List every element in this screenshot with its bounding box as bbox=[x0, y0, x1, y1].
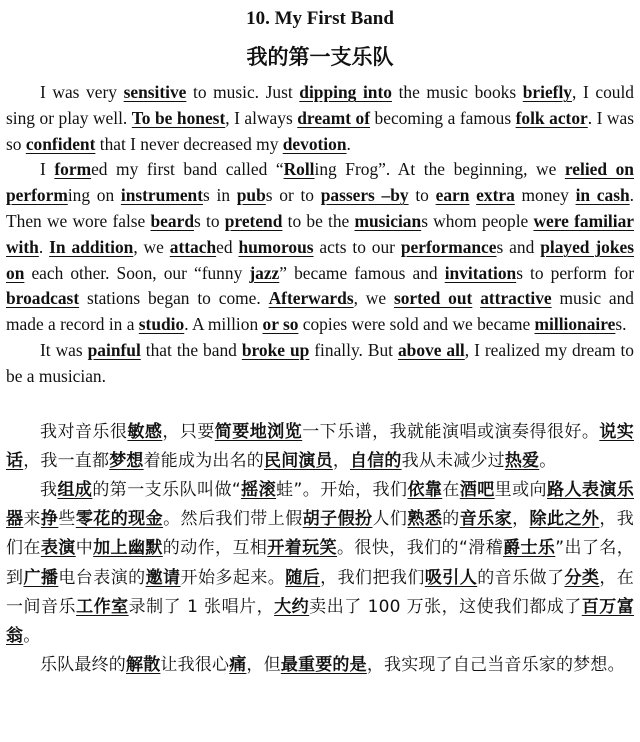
text-run: 乐队最终的 bbox=[40, 655, 126, 676]
key-phrase: 依靠 bbox=[407, 479, 443, 500]
text-run: ed bbox=[216, 236, 239, 257]
key-phrase: 零花的现金 bbox=[75, 509, 164, 530]
text-run: to bbox=[408, 185, 436, 206]
text-run: 的 bbox=[442, 509, 460, 530]
text-run: to music. Just bbox=[186, 82, 300, 102]
text-run: ing on bbox=[67, 185, 121, 206]
key-phrase: perform bbox=[6, 185, 68, 206]
key-phrase: 梦想 bbox=[109, 450, 144, 471]
text-run: ， bbox=[512, 509, 530, 530]
text-run: 卖出了 100 万张，这使我们都成了 bbox=[309, 596, 582, 617]
english-paragraph bbox=[6, 338, 634, 390]
text-run: It was bbox=[40, 339, 88, 360]
key-phrase: 酒吧 bbox=[459, 479, 495, 500]
text-run: ，我们在 bbox=[6, 509, 634, 559]
text-run: 开始多起来。 bbox=[180, 567, 286, 588]
text-run: ，我一直都 bbox=[23, 450, 110, 471]
text-run: 。 bbox=[23, 625, 41, 646]
key-phrase: Afterwards bbox=[268, 288, 354, 309]
key-phrase: 简要地浏览 bbox=[214, 421, 303, 442]
key-phrase: 说实话 bbox=[6, 421, 634, 471]
text-run: 人们 bbox=[372, 509, 408, 530]
key-phrase: broke up bbox=[241, 339, 310, 360]
text-run: . Then we wore false bbox=[6, 185, 635, 231]
key-phrase: millionaire bbox=[534, 314, 616, 335]
key-phrase: jazz bbox=[249, 262, 280, 283]
key-phrase: pretend bbox=[224, 210, 283, 231]
text-run: 录制了 1 张唱片， bbox=[128, 596, 275, 617]
text-run: 蛙”。开始，我们 bbox=[276, 479, 408, 500]
key-phrase: extra bbox=[476, 185, 515, 206]
chinese-title: 我的第一支乐队 bbox=[246, 45, 394, 69]
key-phrase: played jokes on bbox=[6, 236, 635, 283]
text-run: I bbox=[40, 159, 55, 180]
text-run: ， bbox=[332, 450, 351, 471]
english-title: 10. My First Band bbox=[246, 8, 394, 29]
key-phrase: dreamt of bbox=[297, 107, 371, 128]
text-run: . bbox=[38, 236, 50, 257]
key-phrase: instrument bbox=[120, 185, 203, 206]
english-passage bbox=[6, 80, 634, 390]
key-phrase: attractive bbox=[480, 288, 552, 309]
text-run bbox=[472, 288, 480, 308]
english-paragraph bbox=[6, 80, 634, 157]
text-run: , we bbox=[133, 236, 170, 257]
text-run: 一下乐谱，我就能演唱或演奏得很好。 bbox=[302, 421, 600, 442]
key-phrase: form bbox=[54, 159, 92, 180]
key-phrase: pub bbox=[236, 185, 266, 206]
key-phrase: confident bbox=[25, 133, 96, 154]
text-run: ，我们把我们 bbox=[320, 567, 425, 588]
key-phrase: performance bbox=[400, 236, 497, 257]
text-run: each other. Soon, our “funny bbox=[24, 262, 250, 283]
key-phrase: 音乐家 bbox=[459, 509, 513, 530]
key-phrase: 加上幽默 bbox=[93, 538, 163, 559]
text-run: s and bbox=[496, 236, 541, 257]
key-phrase: 邀请 bbox=[145, 567, 181, 588]
text-run: the music books bbox=[391, 82, 523, 102]
key-phrase: painful bbox=[87, 339, 141, 360]
key-phrase: above all bbox=[397, 339, 465, 360]
key-phrase: 开着玩笑 bbox=[267, 538, 338, 559]
key-phrase: 最重要的是 bbox=[280, 655, 367, 676]
text-run: stations began to come. bbox=[79, 288, 269, 309]
text-run: ，但 bbox=[246, 655, 281, 676]
text-run: 在 bbox=[442, 479, 460, 500]
text-run: ，我实现了自己当音乐家的梦想。 bbox=[366, 655, 625, 676]
key-phrase: 挣 bbox=[40, 509, 59, 530]
key-phrase: earn bbox=[435, 185, 470, 206]
key-phrase: sensitive bbox=[123, 82, 187, 102]
key-phrase: broadcast bbox=[6, 288, 80, 309]
text-run: , I could sing or play well. bbox=[6, 82, 634, 128]
text-run: . A million bbox=[184, 314, 263, 335]
text-run: ，只要 bbox=[162, 421, 215, 442]
key-phrase: were familiar with bbox=[6, 210, 634, 257]
text-run: ” became famous and bbox=[279, 262, 445, 283]
key-phrase: passers –by bbox=[320, 185, 409, 206]
text-run: , I realized my dream to be a musician. bbox=[6, 339, 634, 386]
key-phrase: 吸引人 bbox=[424, 567, 478, 588]
key-phrase: musician bbox=[354, 210, 422, 231]
key-phrase: 工作室 bbox=[76, 596, 129, 617]
key-phrase: invitation bbox=[444, 262, 517, 283]
text-run: ”出了名，到 bbox=[6, 538, 634, 588]
text-run: 中 bbox=[75, 538, 94, 559]
text-run: 我从未减少过 bbox=[401, 450, 505, 471]
text-run: . bbox=[346, 133, 351, 154]
text-run: s. bbox=[615, 314, 627, 335]
text-run: 的第一支乐队叫做“ bbox=[92, 479, 241, 500]
text-run: that I never decreased my bbox=[95, 133, 283, 154]
text-run: that the band bbox=[140, 339, 242, 360]
text-run: s to bbox=[194, 210, 225, 231]
chinese-paragraph bbox=[6, 651, 634, 680]
key-phrase: sorted out bbox=[393, 288, 473, 309]
text-run: 。然后我们带上假 bbox=[163, 509, 303, 530]
key-phrase: 爵士乐 bbox=[503, 538, 556, 559]
key-phrase: 除此之外 bbox=[529, 509, 600, 530]
text-run: becoming a famous bbox=[370, 107, 516, 128]
text-run: ing Frog”. At the beginning, we bbox=[314, 159, 565, 180]
text-run: I was very bbox=[40, 82, 124, 102]
text-run: ed my first band called “ bbox=[91, 159, 284, 180]
text-run: to be the bbox=[282, 210, 355, 231]
key-phrase: 熟悉 bbox=[407, 509, 443, 530]
text-run: 来 bbox=[23, 509, 41, 530]
key-phrase: beard bbox=[150, 210, 194, 231]
text-run: 。 bbox=[539, 450, 557, 471]
text-run: , I always bbox=[225, 107, 298, 128]
key-phrase: 胡子 bbox=[302, 509, 338, 530]
text-run: s whom people bbox=[421, 210, 534, 231]
text-run: 。很快，我们的“滑稽 bbox=[337, 538, 504, 559]
key-phrase: 热爱 bbox=[504, 450, 540, 471]
text-run: 着能成为出名的 bbox=[143, 450, 265, 471]
key-phrase: 摇滚 bbox=[240, 479, 277, 500]
key-phrase: 路人表演乐器 bbox=[6, 479, 634, 530]
key-phrase: in cash bbox=[575, 185, 630, 206]
text-run: . I was so bbox=[6, 107, 634, 154]
text-run: 的动作，互相 bbox=[162, 538, 268, 559]
key-phrase: or so bbox=[262, 314, 299, 335]
key-phrase: 痛 bbox=[229, 655, 247, 676]
key-phrase: 分类 bbox=[564, 567, 600, 588]
text-run: 些 bbox=[58, 509, 76, 530]
text-run: 让我很心 bbox=[160, 655, 230, 676]
text-run: s or to bbox=[265, 185, 321, 206]
key-phrase: 广播 bbox=[23, 567, 59, 588]
key-phrase: 假扮 bbox=[337, 509, 373, 530]
key-phrase: dipping into bbox=[299, 82, 392, 102]
text-run: s to perform for bbox=[516, 262, 634, 283]
key-phrase: 百万富翁 bbox=[6, 596, 635, 646]
chinese-passage bbox=[6, 418, 634, 681]
key-phrase: folk actor bbox=[515, 107, 588, 128]
text-run: 我对音乐很 bbox=[40, 421, 128, 442]
key-phrase: 解散 bbox=[126, 655, 161, 676]
text-run: acts to our bbox=[313, 236, 401, 257]
key-phrase: Roll bbox=[283, 159, 315, 180]
key-phrase: 民间演员 bbox=[264, 450, 333, 471]
key-phrase: 表演 bbox=[40, 538, 76, 559]
text-run: music and made a record in a bbox=[6, 288, 634, 335]
key-phrase: 敏感 bbox=[127, 421, 163, 442]
text-run: copies were sold and we became bbox=[298, 314, 535, 335]
text-run: 的音乐做了 bbox=[477, 567, 565, 588]
key-phrase: 组成 bbox=[57, 479, 93, 500]
key-phrase: To be honest bbox=[131, 107, 226, 128]
key-phrase: devotion bbox=[282, 133, 347, 154]
chinese-paragraph bbox=[6, 418, 634, 476]
key-phrase: 大约 bbox=[274, 596, 310, 617]
text-run: finally. But bbox=[309, 339, 398, 360]
key-phrase: relied on bbox=[564, 159, 634, 180]
text-run: 里或向 bbox=[494, 479, 548, 500]
english-paragraph bbox=[6, 157, 634, 338]
chinese-paragraph bbox=[6, 476, 634, 651]
text-run: , we bbox=[353, 288, 394, 309]
text-run: 电台表演的 bbox=[58, 567, 146, 588]
key-phrase: briefly bbox=[522, 82, 572, 102]
text-run: s in bbox=[203, 185, 237, 206]
key-phrase: humorous bbox=[238, 236, 314, 257]
key-phrase: 随后 bbox=[285, 567, 321, 588]
key-phrase: 自信的 bbox=[350, 450, 402, 471]
key-phrase: attach bbox=[169, 236, 217, 257]
text-run: 我 bbox=[40, 479, 58, 500]
text-run: money bbox=[514, 185, 576, 206]
text-run: ，在一间音乐 bbox=[6, 567, 634, 617]
key-phrase: In addition bbox=[49, 236, 134, 257]
key-phrase: studio bbox=[138, 314, 185, 335]
